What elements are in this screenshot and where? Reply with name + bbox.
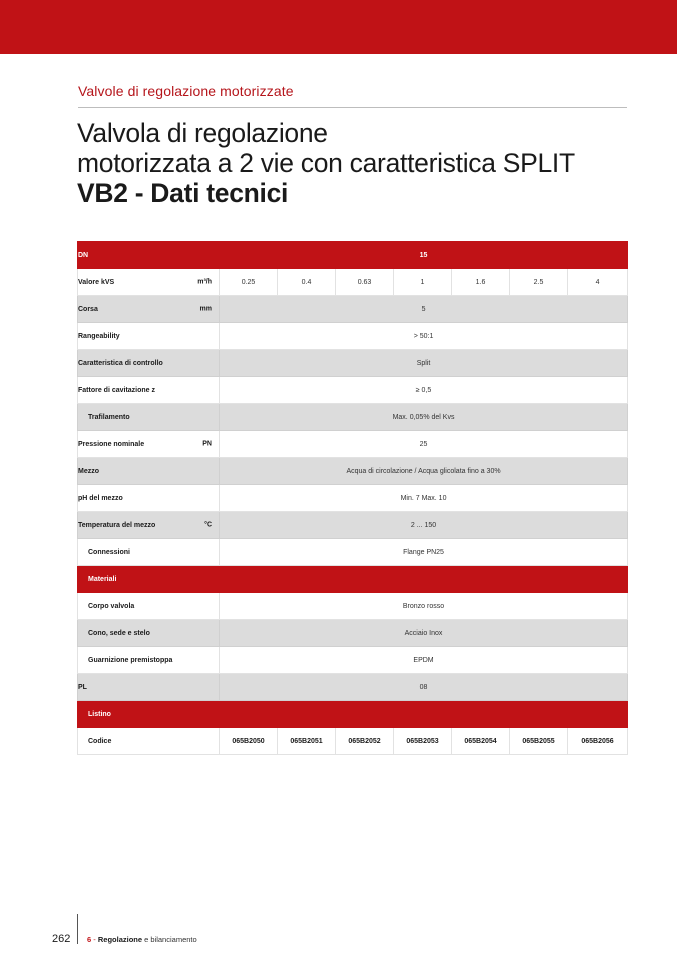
kvs-value: 0.25 [220,269,278,296]
row-unit: m³/h [197,278,212,286]
footer-divider [77,914,78,944]
row-value: > 50:1 [220,323,628,350]
row-label: Caratteristica di controllo [78,350,220,377]
kvs-value: 0.4 [278,269,336,296]
label-text: Temperatura del mezzo [78,521,156,529]
row-value: Min. 7 Max. 10 [220,485,628,512]
section-fill [220,701,628,728]
row-value: Max. 0,05% del Kvs [220,404,628,431]
kvs-value: 1 [394,269,452,296]
footer-chapter [87,935,197,944]
product-code: 065B2055 [510,728,568,755]
page-number: 262 [52,933,71,945]
row-value: 08 [220,674,628,701]
kvs-value: 1.6 [452,269,510,296]
row-label: Trafilamento [78,404,220,431]
row-pressione [78,431,628,458]
technical-data-table [77,241,628,755]
row-value: Flange PN25 [220,539,628,566]
row-connessioni [78,539,628,566]
section-label: Listino [78,701,220,728]
row-value: 25 [220,431,628,458]
row-value: EPDM [220,647,628,674]
row-label: pH del mezzo [78,485,220,512]
row-trafilamento [78,404,628,431]
row-unit: °C [204,521,212,529]
row-label: DN [78,242,220,269]
row-label [78,296,220,323]
product-code: 065B2050 [220,728,278,755]
row-codice [78,728,628,755]
row-corpo [78,593,628,620]
title-bold: VB2 - Dati tecnici [77,178,289,208]
divider [78,107,627,108]
title-line-1: Valvola di regolazione [77,118,328,148]
product-code: 065B2054 [452,728,510,755]
section-title: Valvole di regolazione motorizzate [78,83,294,99]
product-code: 065B2051 [278,728,336,755]
row-label: Connessioni [78,539,220,566]
page-title [77,118,575,208]
title-line-2: motorizzata a 2 vie con caratteristica SPLIT [77,148,575,178]
section-fill [220,566,628,593]
row-label [78,269,220,296]
row-label: Mezzo [78,458,220,485]
row-label: Codice [78,728,220,755]
row-value: Bronzo rosso [220,593,628,620]
row-guarnizione [78,647,628,674]
top-banner [0,0,677,54]
product-code: 065B2052 [336,728,394,755]
row-value: Split [220,350,628,377]
row-caratteristica [78,350,628,377]
row-label [78,431,220,458]
label-text: Pressione nominale [78,440,145,448]
row-value: ≥ 0,5 [220,377,628,404]
section-label: Materiali [78,566,220,593]
label-text: Valore kVS [78,278,115,286]
row-label: Cono, sede e stelo [78,620,220,647]
product-code: 065B2056 [568,728,628,755]
row-rangeability [78,323,628,350]
row-label [78,512,220,539]
row-ph [78,485,628,512]
row-label: Fattore di cavitazione z [78,377,220,404]
row-label: PL [78,674,220,701]
row-unit: PN [202,440,212,448]
kvs-value: 0.63 [336,269,394,296]
row-listino [78,701,628,728]
row-value: 2 ... 150 [220,512,628,539]
kvs-value: 4 [568,269,628,296]
row-dn [78,242,628,269]
row-label: Guarnizione premistoppa [78,647,220,674]
row-unit: mm [199,305,212,313]
row-cono [78,620,628,647]
row-value: Acqua di circolazione / Acqua glicolata fino a 30% [220,458,628,485]
label-text: Corsa [78,305,98,313]
row-materiali [78,566,628,593]
row-pl [78,674,628,701]
row-label: Rangeability [78,323,220,350]
row-temperatura [78,512,628,539]
row-value: Acciaio Inox [220,620,628,647]
chapter-number: 6 [87,935,92,944]
product-code: 065B2053 [394,728,452,755]
row-cavitazione [78,377,628,404]
row-corsa [78,296,628,323]
kvs-value: 2.5 [510,269,568,296]
row-value: 15 [220,242,628,269]
row-label: Corpo valvola [78,593,220,620]
row-kvs [78,269,628,296]
row-mezzo [78,458,628,485]
chapter-title-bold: Regolazione [97,935,143,944]
row-value: 5 [220,296,628,323]
chapter-title-rest: e bilanciamento [142,935,197,944]
chapter-separator: - [93,935,96,944]
